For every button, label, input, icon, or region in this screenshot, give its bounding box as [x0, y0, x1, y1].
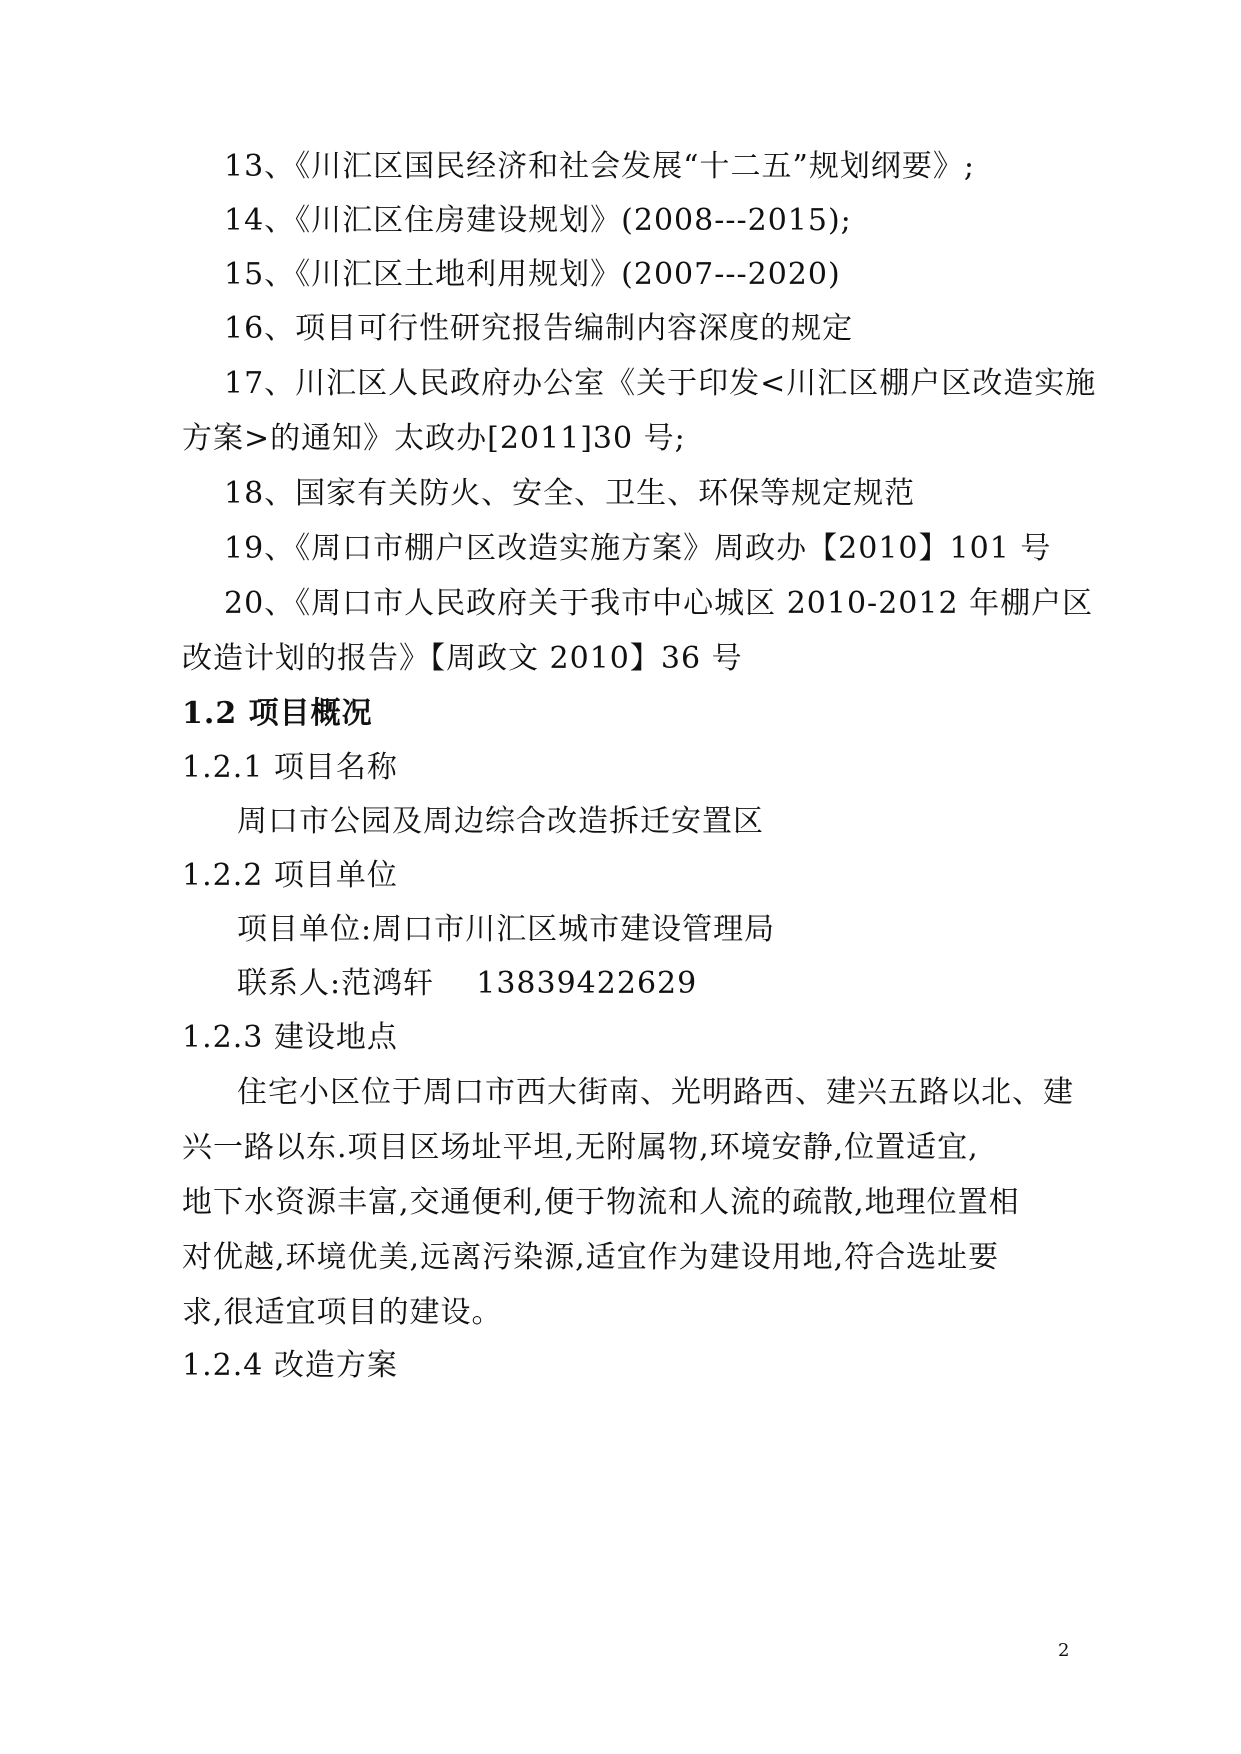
- reference-item-20-line-2: 改造计划的报告》【周政文 2010】36 号: [182, 641, 743, 676]
- project-unit: 项目单位:周口市川汇区城市建设管理局: [237, 912, 776, 947]
- contact-person: 联系人:范鸿轩 13839422629: [237, 966, 698, 1001]
- section-heading: 1.2 项目概况: [182, 696, 373, 731]
- subsection-heading-location: 1.2.3 建设地点: [182, 1020, 398, 1055]
- reference-item-19: 19、《周口市棚户区改造实施方案》周政办【2010】101 号: [224, 531, 1052, 566]
- reference-item-17-line-1: 17、川汇区人民政府办公室《关于印发<川汇区棚户区改造实施: [224, 366, 1097, 401]
- location-paragraph-line-5: 求,很适宜项目的建设。: [182, 1295, 503, 1330]
- subsection-heading-project-unit: 1.2.2 项目单位: [182, 858, 398, 893]
- page-number: 2: [1058, 1640, 1070, 1661]
- reference-item-14: 14、《川汇区住房建设规划》(2008---2015);: [224, 203, 852, 238]
- subsection-heading-renovation-plan: 1.2.4 改造方案: [182, 1348, 398, 1383]
- reference-item-20-line-1: 20、《周口市人民政府关于我市中心城区 2010-2012 年棚户区: [224, 586, 1094, 621]
- reference-item-15: 15、《川汇区土地利用规划》(2007---2020): [224, 257, 841, 292]
- location-paragraph-line-2: 兴一路以东.项目区场址平坦,无附属物,环境安静,位置适宜,: [182, 1130, 979, 1165]
- reference-item-13: 13、《川汇区国民经济和社会发展“十二五”规划纲要》;: [224, 149, 975, 184]
- reference-item-17-line-2: 方案>的通知》太政办[2011]30 号;: [182, 421, 686, 456]
- project-name: 周口市公园及周边综合改造拆迁安置区: [237, 804, 764, 839]
- location-paragraph-line-3: 地下水资源丰富,交通便利,便于物流和人流的疏散,地理位置相: [182, 1185, 1020, 1220]
- reference-item-18: 18、国家有关防火、安全、卫生、环保等规定规范: [224, 476, 916, 511]
- location-paragraph-line-1: 住宅小区位于周口市西大街南、光明路西、建兴五路以北、建: [237, 1075, 1074, 1110]
- subsection-heading-project-name: 1.2.1 项目名称: [182, 750, 398, 785]
- location-paragraph-line-4: 对优越,环境优美,远离污染源,适宜作为建设用地,符合选址要: [182, 1240, 1000, 1275]
- reference-item-16: 16、项目可行性研究报告编制内容深度的规定: [224, 311, 854, 346]
